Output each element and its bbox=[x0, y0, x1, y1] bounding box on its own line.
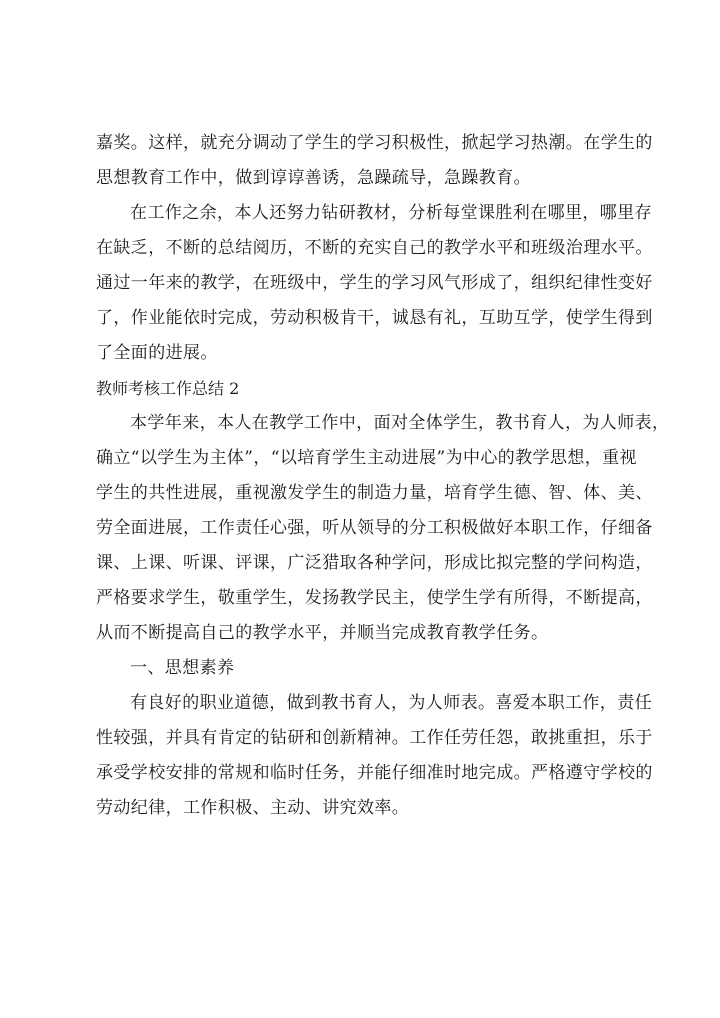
text-line: 严格要求学生，敬重学生，发扬教学民主，使学生学有所得，不断提高， bbox=[96, 588, 653, 608]
text-line: 一、思想素养 bbox=[130, 658, 235, 678]
text-line: 思想教育工作中，做到谆谆善诱，急躁疏导，急躁教育。 bbox=[96, 168, 531, 188]
section-heading: 教师考核工作总结 2 bbox=[96, 379, 240, 398]
paragraph-1 bbox=[96, 126, 653, 196]
text-line: 劳全面进展，工作责任心强，听从领导的分工积极做好本职工作，仔细备 bbox=[96, 518, 653, 538]
paragraph-2 bbox=[96, 196, 653, 371]
paragraph-3 bbox=[96, 406, 670, 651]
text-line: 在缺乏，不断的总结阅历，不断的充实自己的教学水平和班级治理水平。 bbox=[96, 238, 653, 258]
subsection-heading bbox=[96, 651, 636, 686]
text-line: 学生的共性进展，重视激发学生的制造力量，培育学生德、智、体、美、 bbox=[96, 483, 653, 503]
text-line: 课、上课、听课、评课，广泛猎取各种学问，形成比拟完整的学问构造， bbox=[96, 553, 653, 573]
text-line: 嘉奖。这样，就充分调动了学生的学习积极性，掀起学习热潮。在学生的 bbox=[96, 133, 653, 153]
text-line: 通过一年来的教学，在班级中，学生的学习风气形成了，组织纪律性变好 bbox=[96, 273, 653, 293]
paragraph-4 bbox=[96, 686, 653, 826]
text-line: 劳动纪律，工作积极、主动、讲究效率。 bbox=[96, 798, 410, 818]
text-line: 确立“以学生为主体”，“以培育学生主动进展”为中心的教学思想，重视 bbox=[96, 448, 637, 468]
text-line: 了，作业能依时完成，劳动积极肯干，诚恳有礼，互助互学，使学生得到 bbox=[96, 308, 653, 328]
text-line: 在工作之余，本人还努力钻研教材，分析每堂课胜利在哪里，哪里存 bbox=[130, 203, 652, 223]
text-line: 承受学校安排的常规和临时任务，并能仔细准时地完成。严格遵守学校的 bbox=[96, 763, 653, 783]
text-line: 本学年来，本人在教学工作中，面对全体学生，教书育人，为人师表， bbox=[130, 413, 670, 433]
text-line: 性较强，并具有肯定的钻研和创新精神。工作任劳任怨，敢挑重担，乐于 bbox=[96, 728, 653, 748]
document-page bbox=[96, 126, 670, 826]
text-line: 了全面的进展。 bbox=[96, 343, 218, 363]
text-line: 有良好的职业道德，做到教书育人，为人师表。喜爱本职工作，责任 bbox=[130, 693, 652, 713]
text-line: 从而不断提高自己的教学水平，并顺当完成教育教学任务。 bbox=[96, 623, 549, 643]
